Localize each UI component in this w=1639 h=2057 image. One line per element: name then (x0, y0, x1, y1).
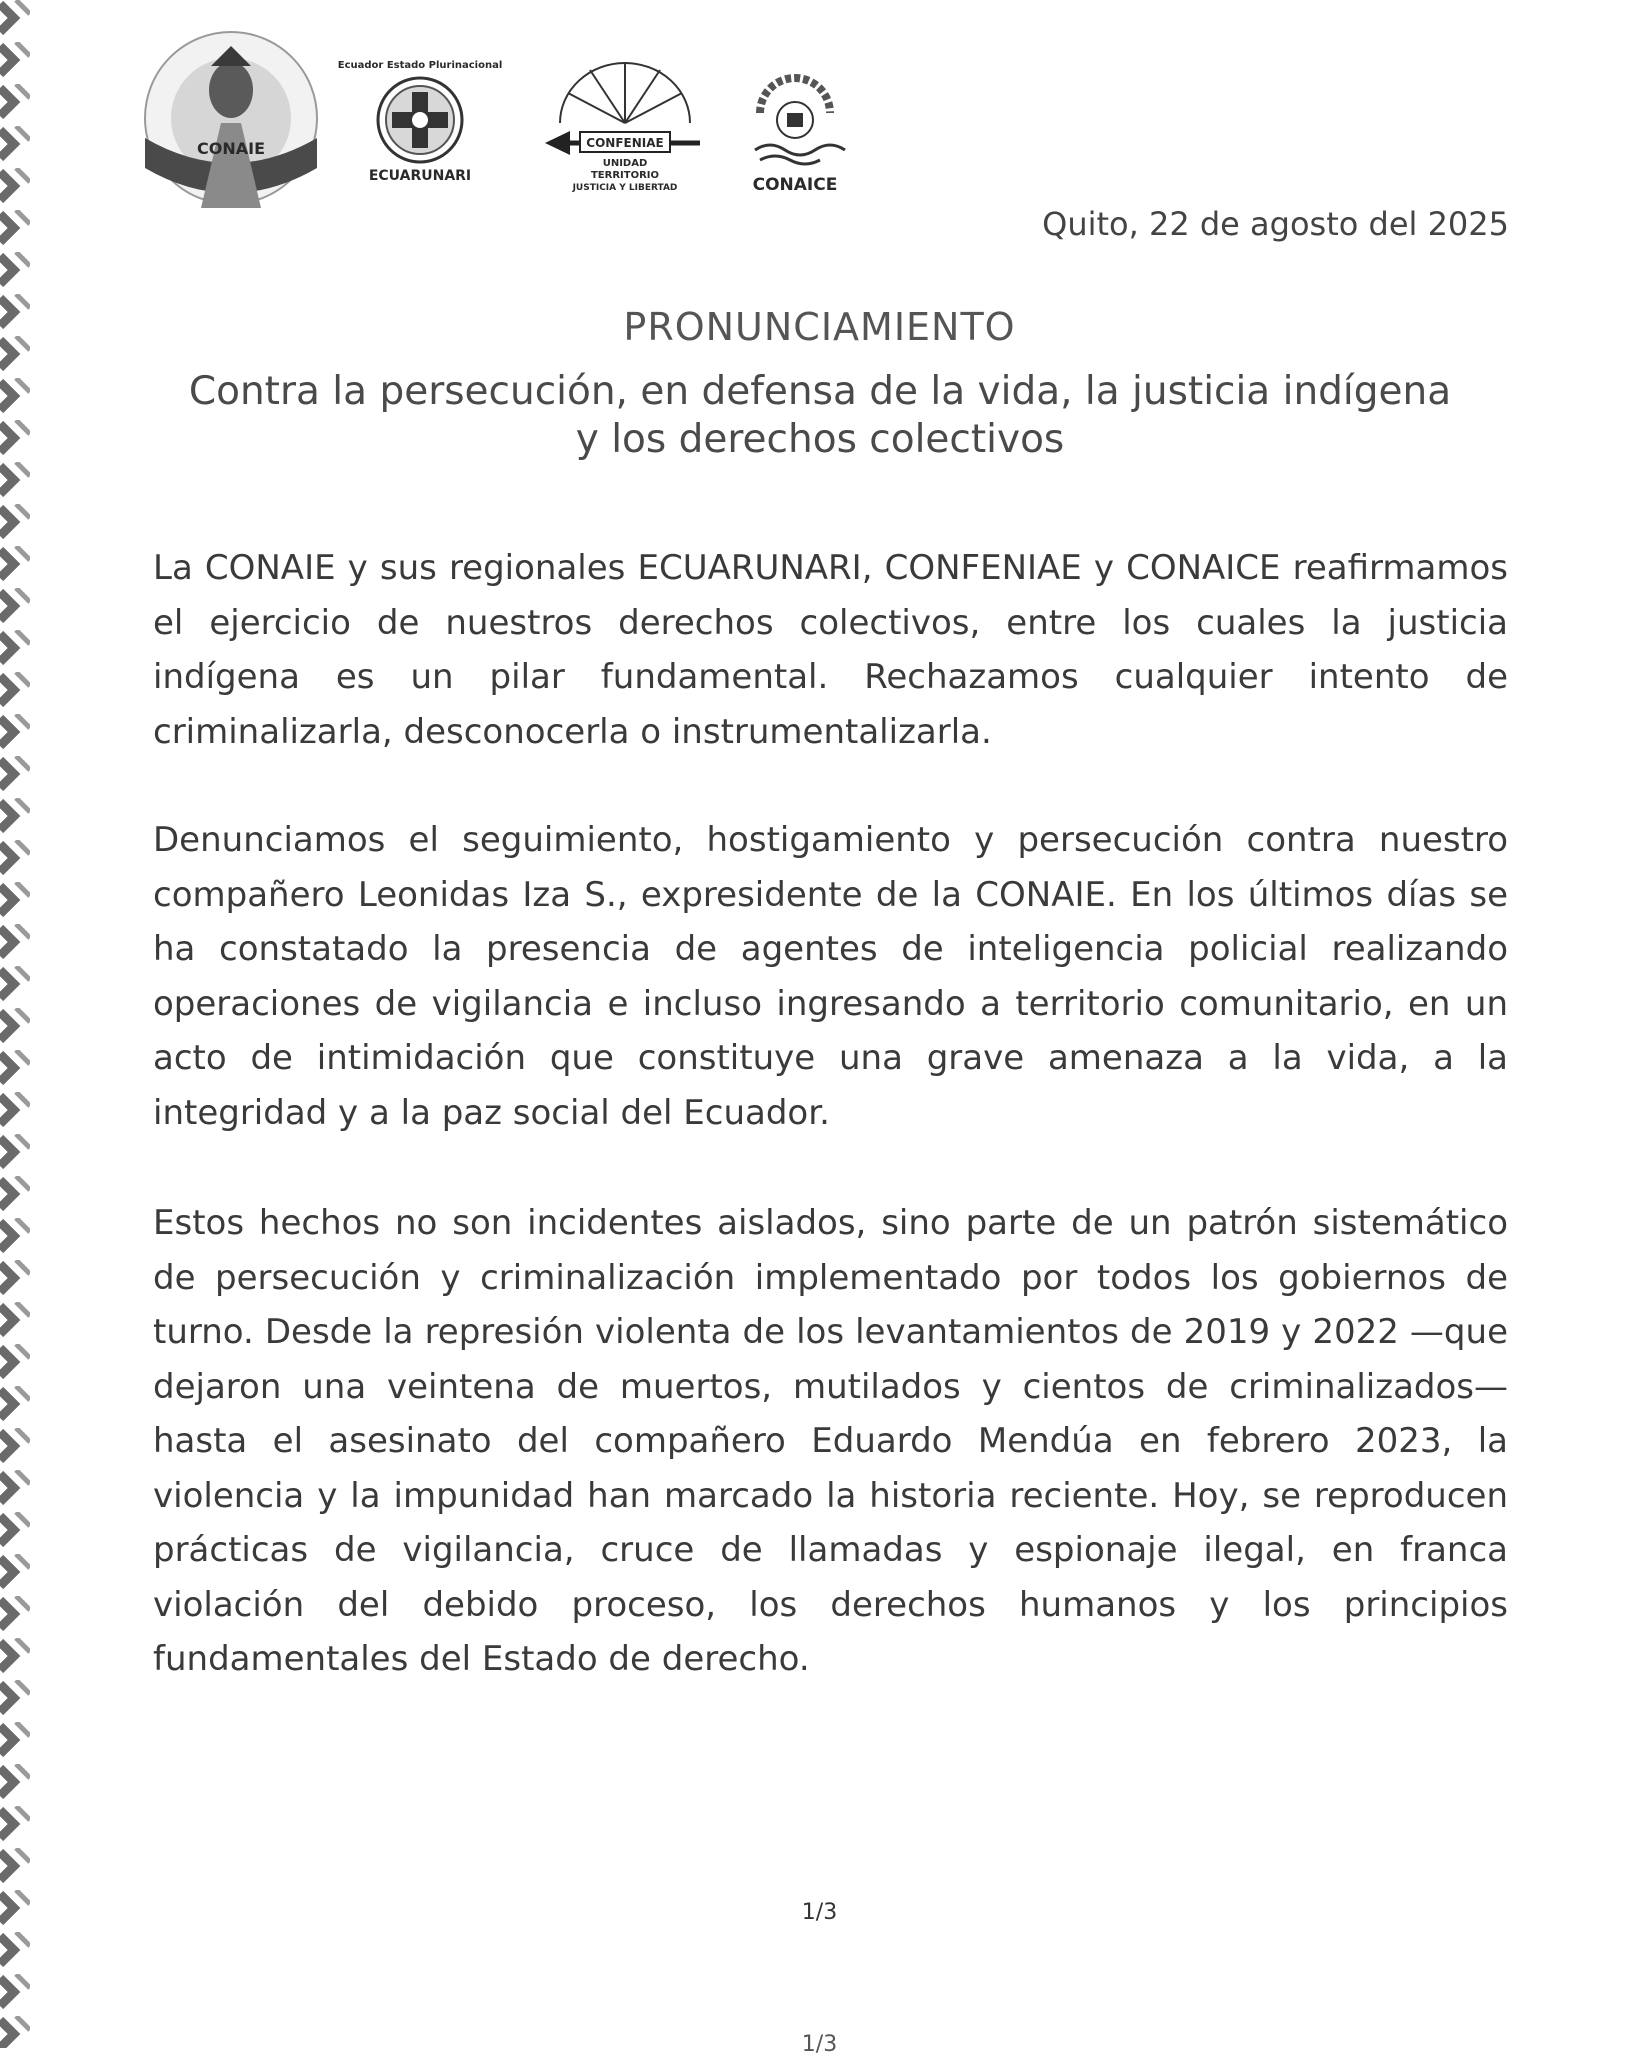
paragraph-3: Estos hechos no son incidentes aislados, sino parte de un patrón sistemático de persecución y criminalización implementado por todos los gobiernos de turno. Desde la represión violenta de los levantamientos de 2019 y 2022 —que dejaron una veintena de muertos, mutilados y cientos de criminalizados— hasta el asesinato del compañero Eduardo Mendúa en febrero 2023, la violencia y la impunidad han marcado la historia reciente. Hoy, se reproducen prácticas de vigilancia, cruce de llamadas y espionaje ilegal, en franca violación del debido proceso, los derechos humanos y los principios fundamentales del Estado de derecho. (153, 1203, 1508, 1679)
next-page-number: 1/3 (801, 2032, 838, 2057)
conaie-logo-text: CONAIE (197, 139, 265, 158)
confeniae-motto-3: JUSTICIA Y LIBERTAD (572, 183, 678, 193)
ecuarunari-logo-text: ECUARUNARI (368, 168, 472, 184)
subtitle-line-2: y los derechos colectivos (575, 417, 1065, 462)
document-title: PRONUNCIAMIENTO (623, 305, 1016, 349)
paragraph-1: La CONAIE y sus regionales ECUARUNARI, CONFENIAE y CONAICE reafirmamos el ejercicio de nuestros derechos colectivos, entre los cuales la justicia indígena es un pilar fundamental. Rechazamos cualquier intento de criminalizarla, desconocerla o instrumentalizarla. (153, 548, 1508, 752)
subtitle-line-1: Contra la persecución, en defensa de la vida, la justicia indígena (188, 369, 1452, 414)
confeniae-logo (540, 48, 710, 208)
conaice-logo (735, 58, 855, 208)
conaie-logo (141, 28, 321, 208)
ecuarunari-logo (337, 50, 510, 200)
confeniae-logo-text: CONFENIAE (586, 136, 664, 150)
page-number: 1/3 (801, 1900, 838, 1925)
confeniae-motto-1: UNIDAD (602, 158, 648, 169)
paragraph-2: Denunciamos el seguimiento, hostigamiento y persecución contra nuestro compañero Leonidas Iza S., expresidente de la CONAIE. En los últimos días se ha constatado la presencia de agentes de inteligencia policial realizando operaciones de vigilancia e incluso ingresando a territorio comunitario, en un acto de intimidación que constituye una grave amenaza a la vida, a la integridad y a la paz social del Ecuador. (153, 820, 1508, 1133)
date-line: Quito, 22 de agosto del 2025 (1042, 205, 1509, 243)
ecuarunari-arc-text: Ecuador Estado Plurinacional (337, 60, 503, 71)
confeniae-motto-2: TERRITORIO (590, 170, 660, 181)
conaice-logo-text: CONAICE (752, 175, 838, 195)
document-subtitle (130, 368, 1510, 464)
